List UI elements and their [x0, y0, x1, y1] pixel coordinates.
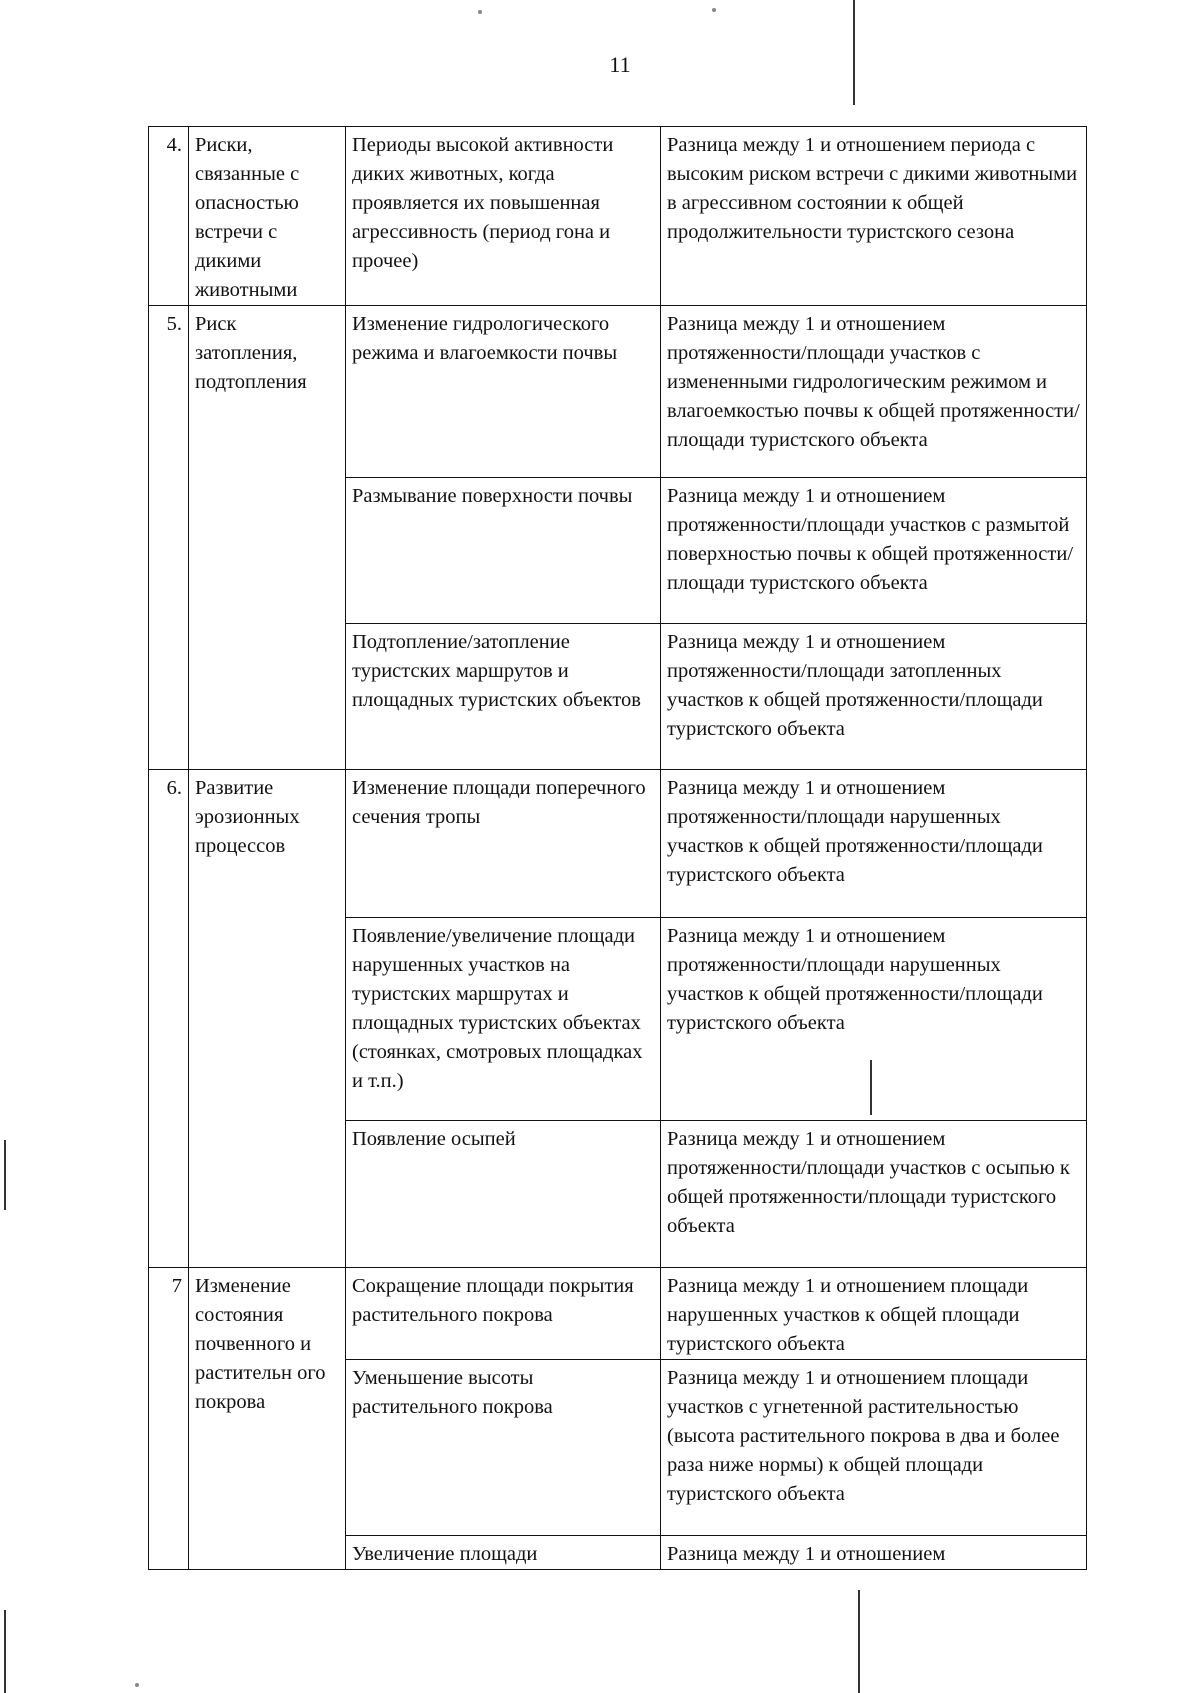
- risk-indicator: Разница между 1 и отношением протяженности/площади нарушенных участков к общей протяженности/площади туристского объекта: [661, 918, 1087, 1121]
- risk-factor: Изменение гидрологического режима и влагоемкости почвы: [346, 306, 661, 478]
- row-number: 4.: [149, 127, 189, 306]
- risk-indicator: Разница между 1 и отношением периода с высоким риском встречи с дикими животными в агрессивном состоянии к общей продолжительности туристского сезона: [661, 127, 1087, 306]
- row-number: 7: [149, 1268, 189, 1570]
- risk-indicator: Разница между 1 и отношением протяженности/площади нарушенных участков к общей протяженности/площади туристского объекта: [661, 770, 1087, 918]
- scan-artifact-line: [4, 1140, 6, 1210]
- table-row: [149, 1268, 1087, 1360]
- risk-indicator: Разница между 1 и отношением протяженности/площади участков с размытой поверхностью почвы к общей протяженности/площади туристского объекта: [661, 478, 1087, 624]
- risk-factor: Уменьшение высоты растительного покрова: [346, 1360, 661, 1536]
- table-row: [149, 306, 1087, 478]
- risk-indicator: Разница между 1 и отношением площади участков с угнетенной растительностью (высота растительного покрова в два и более раза ниже нормы) к общей площади туристского объекта: [661, 1360, 1087, 1536]
- table-row: [149, 770, 1087, 918]
- risk-factor: Появление осыпей: [346, 1121, 661, 1268]
- risk-name: Изменение состояния почвенного и растительн ого покрова: [189, 1268, 346, 1570]
- risk-factor: Появление/увеличение площади нарушенных участков на туристских маршрутах и площадных туристских объектах (стоянках, смотровых площадках и т.п.): [346, 918, 661, 1121]
- risk-name: Риск затопления, подтопления: [189, 306, 346, 770]
- scan-artifact-line: [858, 1590, 860, 1693]
- table-row: [149, 127, 1087, 306]
- risk-indicator-table: [148, 126, 1087, 1570]
- risk-factor: Сокращение площади покрытия растительного покрова: [346, 1268, 661, 1360]
- risk-factor: Увеличение площади: [346, 1536, 661, 1570]
- scan-artifact-dot: [712, 8, 716, 12]
- page-number: 11: [609, 52, 631, 77]
- scan-artifact-line: [4, 1610, 6, 1693]
- risk-indicator: Разница между 1 и отношением протяженности/площади участков с осыпью к общей протяженности/площади туристского объекта: [661, 1121, 1087, 1268]
- risk-indicator: Разница между 1 и отношением: [661, 1536, 1087, 1570]
- risk-factor: Изменение площади поперечного сечения тропы: [346, 770, 661, 918]
- risk-name: Развитие эрозионных процессов: [189, 770, 346, 1268]
- risk-factor: Периоды высокой активности диких животных, когда проявляется их повышенная агрессивность (период гона и прочее): [346, 127, 661, 306]
- row-number: 6.: [149, 770, 189, 1268]
- row-number: 5.: [149, 306, 189, 770]
- risk-factor: Подтопление/затопление туристских маршрутов и площадных туристских объектов: [346, 624, 661, 770]
- risk-indicator: Разница между 1 и отношением протяженности/площади затопленных участков к общей протяженности/площади туристского объекта: [661, 624, 1087, 770]
- risk-indicator: Разница между 1 и отношением площади нарушенных участков к общей площади туристского объекта: [661, 1268, 1087, 1360]
- risk-factor: Размывание поверхности почвы: [346, 478, 661, 624]
- scan-artifact-dot: [478, 10, 482, 14]
- scan-artifact-line: [853, 0, 855, 105]
- risk-indicator: Разница между 1 и отношением протяженности/площади участков с измененными гидрологическим режимом и влагоемкостью почвы к общей протяженности/площади туристского объекта: [661, 306, 1087, 478]
- risk-name: Риски, связанные с опасностью встречи с дикими животными: [189, 127, 346, 306]
- scan-artifact-dot: [135, 1683, 139, 1687]
